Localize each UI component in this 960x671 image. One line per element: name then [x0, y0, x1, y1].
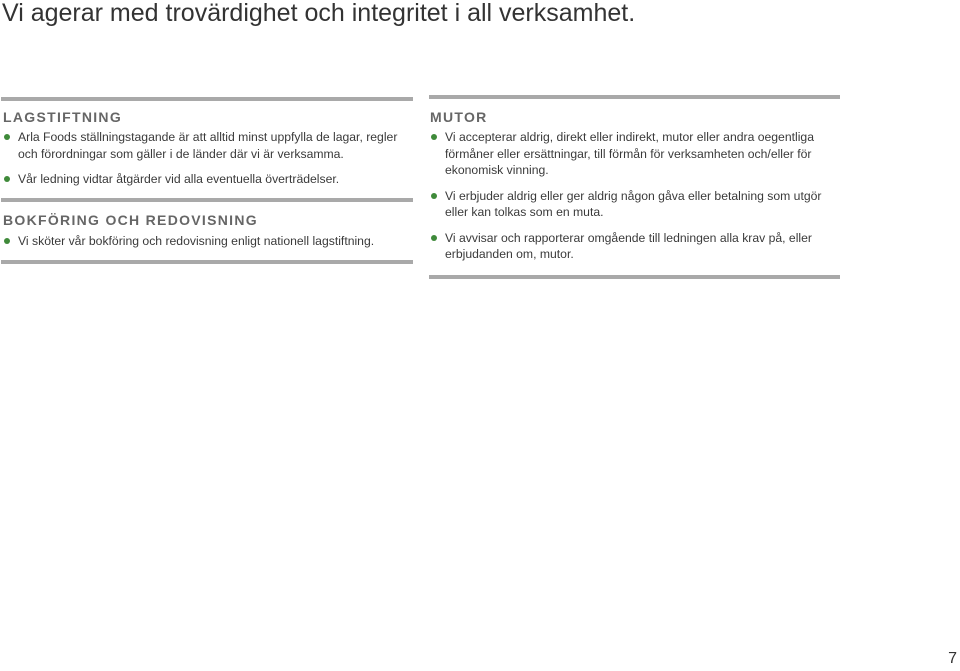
page-title: Vi agerar med trovärdighet och integritet i all verksamhet. — [2, 0, 636, 27]
bullet-icon — [4, 134, 10, 140]
bullet-icon — [4, 176, 10, 182]
bullet-icon — [431, 134, 437, 140]
section-divider — [1, 198, 413, 202]
list-item-text: Vi avvisar och rapporterar omgående till ledningen alla krav på, eller erbjudanden om, mutor. — [445, 230, 812, 261]
section-heading-mutor: MUTOR — [430, 109, 488, 125]
list-item-text: Vi erbjuder aldrig eller ger aldrig någon gåva eller betalning som utgör eller kan tolkas som en muta. — [445, 188, 822, 219]
list-item-text: Vår ledning vidtar åtgärder vid alla eventuella överträdelser. — [18, 172, 340, 186]
lagstiftning-list — [3, 129, 413, 197]
list-item-text: Arla Foods ställningstagande är att alltid minst uppfylla de lagar, regler och förordningar som gäller i de länder där vi är verksamma. — [18, 130, 398, 161]
page-number: 7 — [948, 650, 957, 667]
section-divider — [429, 95, 840, 99]
list-item — [3, 171, 413, 188]
section-divider — [1, 97, 413, 101]
bokforing-list — [3, 233, 413, 259]
section-heading-bokforing: BOKFÖRING OCH REDOVISNING — [3, 212, 258, 228]
section-divider — [1, 260, 413, 264]
section-heading-lagstiftning: LAGSTIFTNING — [3, 109, 123, 125]
bullet-icon — [4, 238, 10, 244]
list-item — [3, 233, 413, 250]
list-item-text: Vi sköter vår bokföring och redovisning enligt nationell lagstiftning. — [18, 234, 375, 248]
list-item — [430, 230, 835, 263]
list-item — [3, 129, 413, 162]
list-item-text: Vi accepterar aldrig, direkt eller indirekt, mutor eller andra oegentliga förmåner eller ersättningar, till förmån för verksamheten och/eller för ekonomisk vinning. — [445, 130, 814, 177]
bullet-icon — [431, 235, 437, 241]
list-item — [430, 129, 835, 179]
section-divider — [429, 275, 840, 279]
mutor-list — [430, 129, 835, 272]
bullet-icon — [431, 193, 437, 199]
list-item — [430, 188, 835, 221]
